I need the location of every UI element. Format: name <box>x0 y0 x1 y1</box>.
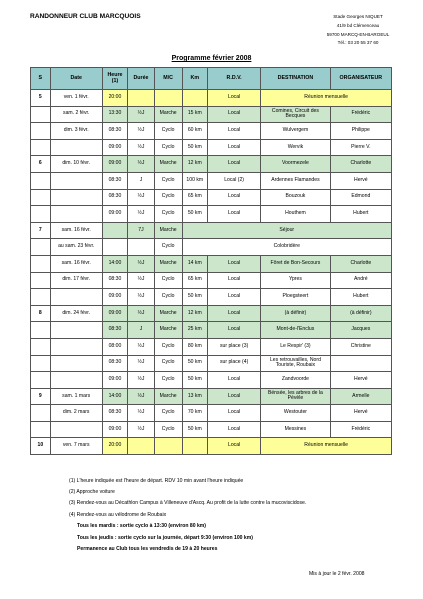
programme-title: Programme février 2008 <box>171 55 252 62</box>
week-number-cell <box>31 355 51 372</box>
duration-cell: ½J <box>128 355 155 372</box>
duration-cell: ½J <box>128 123 155 140</box>
meeting-point-cell: Local <box>208 421 261 438</box>
meeting-point-cell: Local <box>208 206 261 223</box>
date-cell: dim. 2 mars <box>50 405 102 422</box>
column-header: M/C <box>154 68 182 90</box>
column-header: Km <box>182 68 207 90</box>
schedule-note: Tous les mardis : sortie cyclo à 13:30 (environ 80 km) <box>77 522 206 529</box>
time-cell: 09:00 <box>102 289 127 306</box>
time-cell: 14:00 <box>102 388 127 405</box>
destination-cell: Wervik <box>261 139 330 156</box>
type-cell: Cyclo <box>154 139 182 156</box>
date-cell: ven. 7 mars <box>50 438 102 455</box>
duration-cell <box>128 90 155 107</box>
table-row <box>31 239 392 256</box>
time-cell: 09:00 <box>102 139 127 156</box>
destination-cell: Zandvoorde <box>261 372 330 389</box>
meeting-point-cell: Local <box>208 372 261 389</box>
table-header-row <box>31 68 392 90</box>
duration-cell: ½J <box>128 421 155 438</box>
destination-cell: Bénsée, les arbres de la Pévèle <box>261 388 330 405</box>
table-row <box>31 206 392 223</box>
destination-cell: Bouzouk <box>261 189 330 206</box>
table-body <box>31 90 392 455</box>
destination-cell: Fôret de Bon-Secours <box>261 255 330 272</box>
type-cell: Cyclo <box>154 189 182 206</box>
organiser-cell: Hervé <box>330 172 391 189</box>
footnotes <box>69 478 306 558</box>
table-row <box>31 156 392 173</box>
organiser-cell: Armelle <box>330 388 391 405</box>
organiser-cell: André <box>330 272 391 289</box>
column-header: S <box>31 68 51 90</box>
distance-cell: 80 km <box>182 338 207 355</box>
club-name: RANDONNEUR CLUB MARCQUOIS <box>30 13 141 20</box>
distance-cell: 50 km <box>182 206 207 223</box>
organiser-cell: Pierre V. <box>330 139 391 156</box>
meeting-point-cell: Local <box>208 438 261 455</box>
destination-cell: Westouter <box>261 405 330 422</box>
destination-cell: Wulvergem <box>261 123 330 140</box>
week-number-cell <box>31 272 51 289</box>
organiser-cell: (à définir) <box>330 305 391 322</box>
last-updated: Mis à jour le 2 févr. 2008 <box>309 571 365 577</box>
type-cell: Cyclo <box>154 338 182 355</box>
distance-cell: 60 km <box>182 123 207 140</box>
meeting-point-cell: Local <box>208 123 261 140</box>
destination-cell: Houthem <box>261 206 330 223</box>
distance-cell: 65 km <box>182 272 207 289</box>
meeting-point-cell: Local <box>208 289 261 306</box>
table-row <box>31 139 392 156</box>
date-cell: sam. 16 févr. <box>50 222 102 239</box>
date-cell: ven. 1 févr. <box>50 90 102 107</box>
time-cell: 09:00 <box>102 421 127 438</box>
destination-cell: Voormezele <box>261 156 330 173</box>
type-cell: Marche <box>154 305 182 322</box>
time-cell: 13:30 <box>102 106 127 123</box>
type-cell: Marche <box>154 156 182 173</box>
footnote: (1) L'heure indiquée est l'heure de départ. RDV 10 min avant l'heure indiquée <box>69 478 244 484</box>
meeting-point-cell: Local <box>208 322 261 339</box>
organiser-cell: Hubert <box>330 206 391 223</box>
time-cell: 08:30 <box>102 123 127 140</box>
week-number-cell: 9 <box>31 388 51 405</box>
stay-cell: Séjour <box>182 222 391 239</box>
table-row <box>31 172 392 189</box>
time-cell <box>102 239 127 256</box>
date-cell <box>50 421 102 438</box>
date-cell: dim. 17 févr. <box>50 272 102 289</box>
duration-cell: 7J <box>128 222 155 239</box>
organiser-cell: Philippe <box>330 123 391 140</box>
meeting-event-cell: Réunion mensuelle <box>261 90 392 107</box>
organiser-cell: Christine <box>330 338 391 355</box>
organiser-cell: Frédéric <box>330 421 391 438</box>
time-cell: 08:30 <box>102 405 127 422</box>
week-number-cell <box>31 322 51 339</box>
type-cell: Cyclo <box>154 405 182 422</box>
table-row <box>31 388 392 405</box>
meeting-point-cell: Local <box>208 255 261 272</box>
organiser-cell <box>330 355 391 372</box>
table-row <box>31 372 392 389</box>
destination-cell: Ypres <box>261 272 330 289</box>
duration-cell: ½J <box>128 388 155 405</box>
meeting-point-cell: Local <box>208 405 261 422</box>
time-cell: 20:00 <box>102 438 127 455</box>
duration-cell: ½J <box>128 189 155 206</box>
schedule-note: Tous les jeudis : sortie cyclo sur la journée, départ 9:30 (environ 100 km) <box>77 534 253 541</box>
date-cell <box>50 338 102 355</box>
organiser-cell: Hervé <box>330 405 391 422</box>
week-number-cell <box>31 206 51 223</box>
destination-cell: Ploegsteert <box>261 289 330 306</box>
table-row <box>31 355 392 372</box>
type-cell: Cyclo <box>154 123 182 140</box>
organiser-cell: Charlotte <box>330 255 391 272</box>
date-cell <box>50 139 102 156</box>
date-cell <box>50 206 102 223</box>
table-row <box>31 106 392 123</box>
meeting-point-cell: Local (2) <box>208 172 261 189</box>
date-cell: sam. 1 mars <box>50 388 102 405</box>
type-cell: Cyclo <box>154 372 182 389</box>
table-row <box>31 438 392 455</box>
distance-cell: 13 km <box>182 388 207 405</box>
duration-cell: ½J <box>128 106 155 123</box>
table-row <box>31 255 392 272</box>
date-cell <box>50 289 102 306</box>
duration-cell: ½J <box>128 305 155 322</box>
type-cell: Cyclo <box>154 239 182 256</box>
week-number-cell <box>31 255 51 272</box>
destination-cell: Le Respir' (3) <box>261 338 330 355</box>
destination-cell: Messines <box>261 421 330 438</box>
distance-cell: 15 km <box>182 106 207 123</box>
footnote: (3) Rendez-vous au Décathlon Campus à Villeneuve d'Ascq. Au profit de la lutte contre la mucoviscidose. <box>69 500 307 507</box>
week-number-cell <box>31 106 51 123</box>
week-number-cell: 7 <box>31 222 51 239</box>
time-cell: 09:00 <box>102 372 127 389</box>
time-cell: 08:30 <box>102 355 127 372</box>
duration-cell: J <box>128 172 155 189</box>
date-cell <box>50 189 102 206</box>
organiser-cell: Hervé <box>330 372 391 389</box>
programme-table <box>30 67 392 455</box>
type-cell: Cyclo <box>154 272 182 289</box>
duration-cell: ½J <box>128 156 155 173</box>
type-cell <box>154 438 182 455</box>
time-cell: 08:30 <box>102 172 127 189</box>
meeting-point-cell: Local <box>208 305 261 322</box>
week-number-cell: 5 <box>31 90 51 107</box>
date-cell: dim. 3 févr. <box>50 123 102 140</box>
week-number-cell <box>31 405 51 422</box>
column-header: Durée <box>128 68 155 90</box>
type-cell: Marche <box>154 322 182 339</box>
date-cell <box>50 322 102 339</box>
distance-cell: 65 km <box>182 189 207 206</box>
meeting-point-cell: Local <box>208 189 261 206</box>
destination-cell: Comines, Circuit des Becques <box>261 106 330 123</box>
meeting-event-cell: Réunion mensuelle <box>261 438 392 455</box>
time-cell: 20:00 <box>102 90 127 107</box>
week-number-cell <box>31 421 51 438</box>
distance-cell: 100 km <box>182 172 207 189</box>
week-number-cell <box>31 123 51 140</box>
column-header: DESTINATION <box>261 68 330 90</box>
date-cell: sam. 2 févr. <box>50 106 102 123</box>
duration-cell: ½J <box>128 289 155 306</box>
address-line: 59700 MARCQ-EN-BAROEUL <box>326 31 390 37</box>
address-line: 41/9 bd Clémenceau <box>336 22 380 28</box>
week-number-cell <box>31 139 51 156</box>
table-row <box>31 90 392 107</box>
date-cell <box>50 355 102 372</box>
column-header: R.D.V. <box>208 68 261 90</box>
duration-cell: ½J <box>128 139 155 156</box>
duration-cell: ½J <box>128 338 155 355</box>
week-number-cell <box>31 338 51 355</box>
week-number-cell <box>31 189 51 206</box>
type-cell <box>154 90 182 107</box>
schedule-note: Permanence au Club tous les vendredis de 19 à 20 heures <box>77 546 218 553</box>
distance-cell: 70 km <box>182 405 207 422</box>
time-cell: 08:30 <box>102 189 127 206</box>
duration-cell: J <box>128 322 155 339</box>
week-number-cell: 10 <box>31 438 51 455</box>
column-header: ORGANISATEUR <box>330 68 391 90</box>
distance-cell: 50 km <box>182 289 207 306</box>
time-cell: 09:00 <box>102 156 127 173</box>
table-row <box>31 222 392 239</box>
duration-cell: ½J <box>128 372 155 389</box>
organiser-cell: Jacques <box>330 322 391 339</box>
distance-cell <box>182 90 207 107</box>
table-row <box>31 123 392 140</box>
week-number-cell: 8 <box>31 305 51 322</box>
meeting-point-cell: Local <box>208 388 261 405</box>
destination-cell: Mont-de-l'Enclus <box>261 322 330 339</box>
distance-cell: 12 km <box>182 156 207 173</box>
date-cell: dim. 10 févr. <box>50 156 102 173</box>
duration-cell <box>128 438 155 455</box>
time-cell: 09:00 <box>102 305 127 322</box>
destination-cell: (à définir) <box>261 305 330 322</box>
distance-cell: 25 km <box>182 322 207 339</box>
date-cell: dim. 24 févr. <box>50 305 102 322</box>
week-number-cell <box>31 239 51 256</box>
meeting-point-cell: Local <box>208 156 261 173</box>
time-cell: 14:00 <box>102 255 127 272</box>
organiser-cell: Hubert <box>330 289 391 306</box>
duration-cell: ½J <box>128 272 155 289</box>
week-number-cell <box>31 289 51 306</box>
time-cell <box>102 222 127 239</box>
duration-cell: ½J <box>128 206 155 223</box>
table-row <box>31 305 392 322</box>
destination-cell: Ardennes Flamandes <box>261 172 330 189</box>
time-cell: 08:30 <box>102 322 127 339</box>
distance-cell: 14 km <box>182 255 207 272</box>
column-header: Heure (1) <box>102 68 127 90</box>
distance-cell: 50 km <box>182 139 207 156</box>
time-cell: 08:30 <box>102 272 127 289</box>
duration-cell: ½J <box>128 255 155 272</box>
week-number-cell <box>31 172 51 189</box>
table-row <box>31 421 392 438</box>
distance-cell: 50 km <box>182 372 207 389</box>
duration-cell <box>128 239 155 256</box>
address-line: Stade Georges NIQUET <box>333 14 383 19</box>
meeting-point-cell: sur place (3) <box>208 338 261 355</box>
date-cell: au sam. 23 févr. <box>50 239 102 256</box>
table-row <box>31 322 392 339</box>
column-header: Date <box>50 68 102 90</box>
week-number-cell <box>31 372 51 389</box>
organiser-cell: Frédéric <box>330 106 391 123</box>
footnote: (2) Approche voiture <box>69 489 115 496</box>
club-address <box>318 13 398 48</box>
type-cell: Cyclo <box>154 355 182 372</box>
distance-cell: 50 km <box>182 421 207 438</box>
destination-cell: Les retrouvailles, Nord Touriste, Roubaix <box>261 355 330 372</box>
organiser-cell: Edmond <box>330 189 391 206</box>
type-cell: Marche <box>154 222 182 239</box>
stay-cell: Colobridère <box>182 239 391 256</box>
type-cell: Cyclo <box>154 206 182 223</box>
organiser-cell: Charlotte <box>330 156 391 173</box>
table-row <box>31 189 392 206</box>
distance-cell <box>182 438 207 455</box>
address-line: Tél.: 03 20 55 37 60 <box>337 40 379 46</box>
meeting-point-cell: Local <box>208 106 261 123</box>
table-row <box>31 272 392 289</box>
table-row <box>31 338 392 355</box>
type-cell: Cyclo <box>154 289 182 306</box>
type-cell: Marche <box>154 255 182 272</box>
meeting-point-cell: Local <box>208 272 261 289</box>
meeting-point-cell: sur place (4) <box>208 355 261 372</box>
footnote: (4) Rendez-vous au vélodrome de Roubaix <box>69 511 167 518</box>
table-row <box>31 405 392 422</box>
type-cell: Marche <box>154 106 182 123</box>
distance-cell: 50 km <box>182 355 207 372</box>
type-cell: Marche <box>154 388 182 405</box>
type-cell: Cyclo <box>154 172 182 189</box>
week-number-cell: 6 <box>31 156 51 173</box>
time-cell: 08:00 <box>102 338 127 355</box>
duration-cell: ½J <box>128 405 155 422</box>
table-row <box>31 289 392 306</box>
time-cell: 09:00 <box>102 206 127 223</box>
distance-cell: 12 km <box>182 305 207 322</box>
meeting-point-cell: Local <box>208 90 261 107</box>
type-cell: Cyclo <box>154 421 182 438</box>
date-cell: sam. 16 févr. <box>50 255 102 272</box>
meeting-point-cell: Local <box>208 139 261 156</box>
date-cell <box>50 372 102 389</box>
date-cell <box>50 172 102 189</box>
